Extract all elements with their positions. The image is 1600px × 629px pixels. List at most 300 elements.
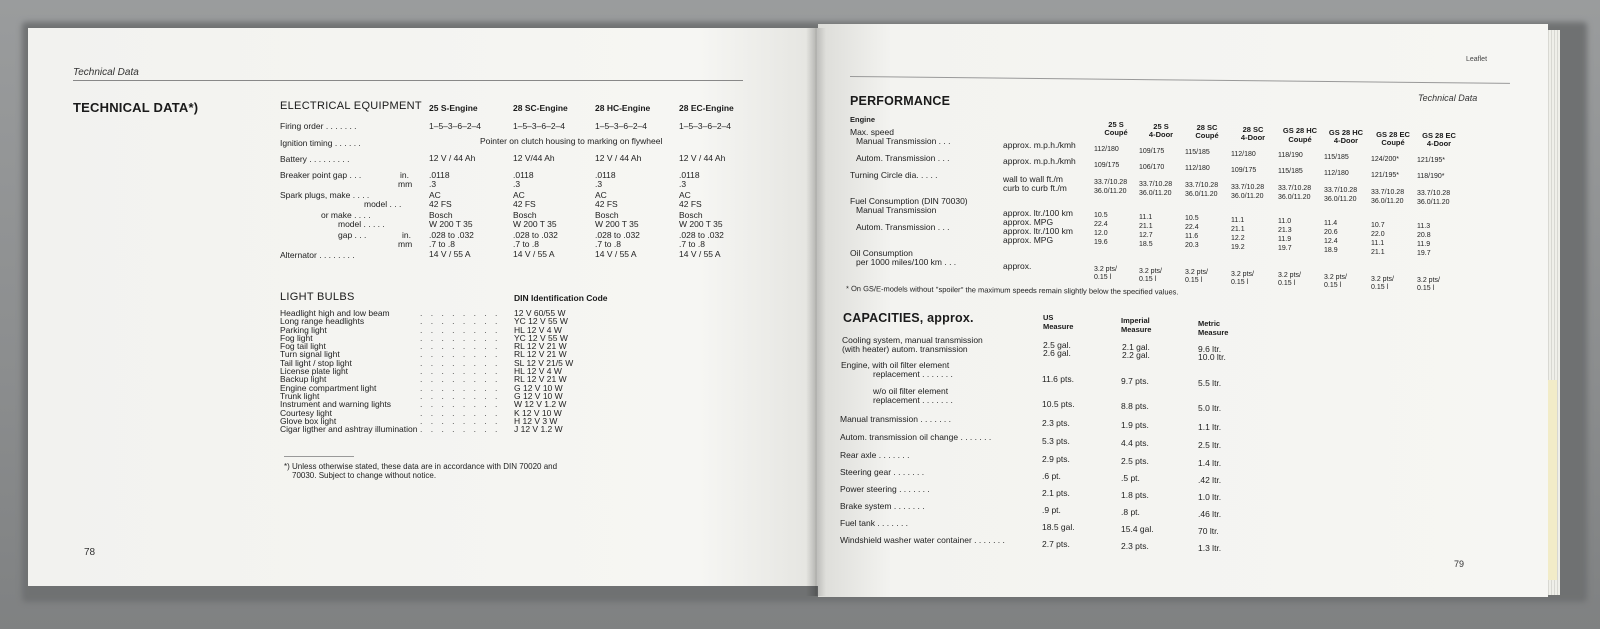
cooling-imp: 2.1 gal. (1122, 342, 1150, 352)
cooling-us: 2.5 gal. (1043, 340, 1071, 350)
capacity-us: 2.9 pts. (1042, 454, 1070, 464)
oil-consumption-value: 3.2 pts/ (1231, 270, 1254, 278)
fuel-manual-ltr-value: 11.3 (1417, 223, 1431, 231)
capacity-imp: 4.4 pts. (1121, 438, 1149, 448)
right-header-rule (850, 76, 1510, 84)
fuel-manual-ltr-value: 11.4 (1324, 220, 1338, 227)
bulb-label: Engine compartment light (280, 382, 377, 393)
leader-dots: . . . . . . . . (420, 349, 501, 360)
capacity-us: 5.3 pts. (1042, 436, 1070, 446)
fuel-autom-label: Autom. Transmission . . . (856, 222, 950, 232)
max-speed-manual-value: 112/180 (1094, 146, 1119, 153)
column-header-line: 4-Door (1333, 136, 1359, 146)
breaker-gap-in: .0118 (595, 170, 616, 180)
bulb-label: Backup light (280, 374, 327, 385)
performance-footnote: * On GS/E-models without ''spoiler'' the maximum speeds remain slightly below the specified values. (845, 284, 1179, 297)
capacity-label: Steering gear . . . . . . . (840, 467, 925, 477)
oil-consumption-value: 0.15 l (1139, 275, 1157, 283)
cooling-imp: 2.2 gal. (1122, 350, 1150, 360)
fuel-autom-ltr-value: 12.0 (1094, 230, 1108, 237)
capacity-met: 1.0 ltr. (1198, 492, 1222, 502)
gap-mm: .7 to .8 (679, 239, 705, 249)
or-make: Bosch (595, 210, 619, 220)
performance-column-header (1139, 123, 1183, 140)
engine-oil-imp: 9.7 pts. (1121, 376, 1149, 386)
turning-wall-value: 33.7/10.28 (1185, 182, 1219, 190)
capacity-label: Windshield washer water container . . . . . . . (840, 535, 1005, 545)
bulb-code: RL 12 V 21 W (514, 341, 567, 352)
light-bulbs-list (280, 309, 700, 433)
bulb-label: Cigar ligther and ashtray illumination (280, 424, 418, 435)
oil-consumption-value: 3.2 pts/ (1139, 267, 1162, 275)
footnote-rule (284, 456, 354, 457)
spark-make: AC (429, 190, 441, 200)
spark-make: AC (679, 190, 691, 200)
fuel-autom-mpg-value: 21.1 (1371, 248, 1385, 256)
corner-mark: Leaflet (1466, 56, 1488, 63)
leader-dots: . . . . . . . . (420, 390, 501, 401)
fuel-manual-ltr-value: 10.5 (1094, 212, 1108, 219)
engine-oil-wo-label: replacement . . . . . . . (873, 395, 953, 405)
ignition-timing-label: Ignition timing . . . . . . (280, 138, 361, 148)
bulb-label: Parking light (280, 324, 327, 335)
bulb-label: Fog tail light (280, 341, 326, 352)
gap-label: gap . . . (338, 230, 367, 240)
electrical-heading: ELECTRICAL EQUIPMENT (280, 100, 422, 112)
performance-heading: PERFORMANCE (850, 94, 951, 108)
capacity-label-text: Brake system (840, 501, 892, 511)
capacity-met: 70 ltr. (1198, 526, 1219, 536)
oil-consumption-value: 3.2 pts/ (1185, 269, 1208, 277)
spark-model: 42 FS (679, 199, 702, 209)
column-header: Measure (1198, 328, 1229, 337)
column-header-line: Coupé (1104, 128, 1128, 138)
fuel-manual-ltr-value: 11.1 (1139, 213, 1153, 221)
engine-oil-wo-us: 10.5 pts. (1042, 399, 1075, 409)
max-speed-autom-value: 115/185 (1278, 168, 1303, 176)
bulb-code: YC 12 V 55 W (514, 332, 568, 343)
battery-value: 12 V / 44 Ah (429, 153, 476, 163)
turning-curb-value: 36.0/11.20 (1324, 196, 1357, 203)
capacity-label: Brake system . . . . . . . (840, 501, 925, 511)
gap-in: .028 to .032 (513, 230, 558, 240)
bulb-label: Glove box light (280, 415, 337, 426)
capacity-met: 1.3 ltr. (1198, 543, 1222, 553)
leader-dots: . . . . . . . . (420, 399, 501, 410)
fuel-autom-mpg-value: 20.3 (1185, 242, 1199, 250)
column-header-line: Coupé (1195, 131, 1219, 141)
alternator-value: 14 V / 55 A (429, 249, 471, 259)
capacity-imp: 1.8 pts. (1121, 490, 1149, 500)
breaker-gap-in: .0118 (429, 170, 450, 180)
battery-value: 12 V / 44 Ah (595, 153, 642, 163)
capacity-met: 1.4 ltr. (1198, 458, 1222, 468)
fuel-manual-ltr-value: 10.5 (1185, 215, 1199, 223)
max-speed-autom-value: 109/175 (1231, 166, 1257, 174)
fuel-autom-mpg-value: 18.5 (1139, 240, 1153, 248)
bulb-code: RL 12 V 21 W (514, 349, 567, 360)
oil-consumption-label: Oil Consumption (850, 248, 913, 258)
bulb-code: K 12 V 10 W (514, 407, 562, 418)
left-page (28, 28, 818, 586)
oil-consumption-value: 0.15 l (1231, 278, 1249, 286)
bulb-code: H 12 V 3 W (514, 415, 558, 426)
column-header: Metric (1198, 319, 1221, 328)
fuel-manual-mpg-value: 22.0 (1371, 230, 1385, 238)
capacity-imp: .8 pt. (1121, 507, 1140, 517)
column-header-line: Coupé (1381, 137, 1405, 147)
leader-dots: . . . . . . . . (420, 382, 501, 393)
bulb-code: HL 12 V 4 W (514, 366, 562, 377)
capacity-imp: 2.5 pts. (1121, 456, 1149, 466)
firing-order-value: 1–5–3–6–2–4 (679, 121, 732, 131)
or-model: W 200 T 35 (679, 219, 723, 229)
bulb-code: SL 12 V 21/5 W (514, 357, 574, 368)
engine-oil-wo-imp: 8.8 pts. (1121, 401, 1149, 411)
column-header: 28 HC-Engine (595, 103, 651, 113)
max-speed-autom-value: 112/180 (1185, 165, 1210, 173)
fuel-autom-ltr-value: 11.1 (1371, 239, 1385, 247)
book-spine (806, 28, 826, 596)
capacity-imp: 1.9 pts. (1121, 420, 1149, 430)
capacity-label-text: Windshield washer water container (840, 535, 972, 545)
or-model: W 200 T 35 (595, 219, 639, 229)
turning-curb-value: 36.0/11.20 (1278, 194, 1311, 202)
turning-curb-value: 36.0/11.20 (1371, 197, 1404, 205)
fuel-manual-ltr-value: 11.0 (1278, 218, 1292, 226)
engine-oil-label: Engine, with oil filter element (841, 360, 950, 370)
capacity-label: Autom. transmission oil change . . . . . . . (840, 432, 992, 442)
unit-label: wall to wall ft./m (1003, 174, 1063, 184)
engine-oil-wo-label: w/o oil filter element (873, 386, 949, 396)
fuel-autom-ltr-value: 11.9 (1417, 241, 1431, 249)
bulb-label: Headlight high and low beam (280, 308, 390, 318)
fuel-manual-mpg-value: 21.3 (1278, 227, 1292, 235)
unit-label: in. (400, 170, 409, 180)
cooling-system-label: Cooling system, manual transmission (842, 335, 983, 345)
column-header-line: GS 28 HC (1328, 128, 1364, 137)
performance-column-header (1185, 124, 1229, 141)
fuel-manual-mpg-value: 21.1 (1231, 225, 1245, 233)
column-header: Imperial (1121, 316, 1150, 325)
bulb-label: Turn signal light (280, 349, 340, 360)
capacity-label-text: Autom. transmission oil change (840, 432, 959, 442)
leader-dots: . . . . . . . . (420, 341, 501, 352)
max-speed-manual-value: 118/190 (1278, 152, 1303, 160)
turning-wall-value: 33.7/10.28 (1278, 185, 1312, 193)
capacity-label-text: Power steering (840, 484, 897, 494)
cooling-system-label: (with heater) autom. transmission (842, 344, 968, 354)
firing-order-value: 1–5–3–6–2–4 (429, 121, 482, 131)
column-header: 28 EC-Engine (679, 103, 734, 113)
engine-oil-met: 5.5 ltr. (1198, 378, 1222, 388)
engine-oil-us: 11.6 pts. (1042, 374, 1074, 384)
spark-plugs-label: Spark plugs, make . . . . (280, 190, 370, 200)
column-header-line: 4-Door (1240, 133, 1266, 143)
capacity-met: 2.5 ltr. (1198, 440, 1222, 450)
breaker-gap-mm: .3 (595, 179, 603, 189)
column-header: 28 SC-Engine (513, 103, 568, 113)
capacity-label-text: Manual transmission (840, 414, 918, 424)
unit-label: approx. MPG (1003, 217, 1054, 227)
column-header: Measure (1043, 322, 1074, 331)
breaker-gap-in: .0118 (679, 170, 700, 180)
breaker-gap-label: Breaker point gap . . . (280, 170, 362, 180)
bulb-label: Tail light / stop light (280, 357, 352, 368)
bulb-label: Fog light (280, 332, 313, 343)
right-page-header: Technical Data (1418, 93, 1478, 103)
unit-label: approx. m.p.h./kmh (1003, 156, 1076, 166)
performance-column-header (1231, 126, 1275, 143)
light-bulbs-heading: LIGHT BULBS (280, 291, 355, 303)
oil-consumption-value: 0.15 l (1185, 277, 1203, 285)
unit-label: approx. ltr./100 km (1003, 226, 1073, 236)
or-make: Bosch (513, 210, 537, 220)
max-speed-manual-value: 109/175 (1139, 147, 1165, 155)
max-speed-manual-value: 112/180 (1231, 150, 1256, 158)
fuel-manual-mpg-value: 22.4 (1185, 224, 1199, 232)
column-header-line: GS 28 EC (1376, 129, 1410, 139)
fuel-manual-mpg-value: 21.1 (1139, 222, 1153, 230)
column-header: US (1043, 313, 1054, 322)
ignition-timing-value: Pointer on clutch housing to marking on flywheel (480, 136, 663, 146)
din-code-heading: DIN Identification Code (514, 293, 608, 303)
battery-value: 12 V / 44 Ah (679, 153, 726, 163)
column-header-line: Coupé (1288, 134, 1312, 144)
autom-transmission-label: Autom. Transmission . . . (856, 153, 950, 163)
firing-order-value: 1–5–3–6–2–4 (513, 121, 566, 131)
alternator-value: 14 V / 55 A (595, 249, 637, 259)
left-page-header: Technical Data (73, 67, 139, 78)
capacity-label: Fuel tank . . . . . . . (840, 518, 909, 528)
performance-column-header (1324, 129, 1368, 146)
battery-value: 12 V/44 Ah (513, 153, 555, 163)
firing-order-value: 1–5–3–6–2–4 (595, 121, 648, 131)
fuel-autom-ltr-value: 11.6 (1185, 233, 1199, 241)
column-header-line: 28 SC (1196, 123, 1218, 133)
battery-label: Battery . . . . . . . . . (280, 154, 350, 164)
fuel-manual-mpg-value: 20.8 (1417, 232, 1431, 240)
gap-in: .028 to .032 (595, 230, 640, 240)
gap-mm: .7 to .8 (429, 239, 455, 249)
capacity-us: 2.3 pts. (1042, 418, 1070, 428)
bulb-code: YC 12 V 55 W (514, 316, 568, 327)
gap-in: .028 to .032 (429, 230, 474, 240)
engine-oil-wo-met: 5.0 ltr. (1198, 403, 1222, 413)
footnote-line: 70030. Subject to change without notice. (292, 471, 437, 480)
oil-consumption-value: 0.15 l (1417, 285, 1435, 293)
max-speed-manual-value: 115/185 (1324, 154, 1349, 161)
engine-oil-label: replacement . . . . . . . (873, 369, 953, 379)
column-header-line: 25 S (1108, 120, 1124, 129)
or-make-label: or make . . . . (321, 210, 371, 220)
left-header-rule (73, 80, 743, 81)
leader-dots: . . . . . . . . (420, 316, 501, 327)
cooling-met: 9.6 ltr. (1198, 344, 1222, 354)
spark-make: AC (513, 190, 525, 200)
bulb-code: W 12 V 1.2 W (514, 399, 567, 410)
max-speed-manual-value: 115/185 (1185, 149, 1210, 157)
capacity-met: 1.1 ltr. (1198, 422, 1222, 432)
turning-curb-value: 36.0/11.20 (1094, 188, 1127, 195)
fuel-autom-mpg-value: 19.7 (1417, 250, 1431, 258)
capacity-met: .42 ltr. (1198, 475, 1222, 485)
capacity-label-text: Rear axle (840, 450, 877, 460)
max-speed-autom-value: 106/170 (1139, 163, 1165, 171)
gap-mm: .7 to .8 (513, 239, 539, 249)
capacity-us: .6 pt. (1042, 471, 1061, 481)
fuel-manual-ltr-value: 11.1 (1231, 216, 1245, 224)
fuel-autom-mpg-value: 19.6 (1094, 239, 1108, 246)
oil-consumption-value: 3.2 pts/ (1094, 266, 1117, 273)
capacity-label: Rear axle . . . . . . . (840, 450, 910, 460)
fuel-autom-ltr-value: 11.9 (1278, 236, 1292, 244)
leader-dots: . . . . . . . . (420, 357, 501, 368)
turning-wall-value: 33.7/10.28 (1371, 188, 1405, 196)
unit-label: approx. MPG (1003, 235, 1054, 245)
alternator-value: 14 V / 55 A (513, 249, 555, 259)
bulb-label: Instrument and warning lights (280, 399, 392, 410)
max-speed-manual-value: 124/200* (1371, 155, 1400, 163)
unit-label: mm (398, 239, 413, 249)
bulb-code: G 12 V 10 W (514, 382, 563, 393)
max-speed-autom-value: 112/180 (1324, 170, 1349, 177)
oil-consumption-value: 0.15 l (1371, 283, 1389, 291)
fuel-manual-ltr-value: 10.7 (1371, 221, 1385, 229)
breaker-gap-mm: .3 (429, 179, 437, 189)
capacity-us: 18.5 gal. (1042, 522, 1075, 532)
bulb-label: Trunk light (280, 390, 320, 401)
column-header-line: GS 28 EC (1422, 131, 1456, 141)
leader-dots: . . . . . . . . (420, 407, 501, 418)
fuel-manual-mpg-value: 22.4 (1094, 221, 1108, 228)
max-speed-autom-value: 121/195* (1371, 171, 1400, 179)
alternator-value: 14 V / 55 A (679, 249, 721, 259)
turning-wall-value: 33.7/10.28 (1094, 179, 1128, 186)
page-number-right: 79 (1454, 559, 1465, 569)
unit-label: approx. (1003, 261, 1032, 271)
column-header-line: 28 SC (1242, 124, 1264, 134)
or-make: Bosch (429, 210, 453, 220)
fuel-autom-ltr-value: 12.2 (1231, 234, 1245, 242)
performance-column-header (1278, 127, 1322, 144)
turning-circle-label: Turning Circle dia. . . . . (850, 170, 938, 180)
oil-consumption-value: 0.15 l (1324, 282, 1342, 289)
column-header: 25 S-Engine (429, 103, 478, 113)
unit-label: in. (402, 230, 411, 240)
max-speed-label: Max. speed (850, 127, 894, 137)
fuel-consumption-label: Fuel Consumption (DIN 70030) (850, 196, 968, 206)
unit-label: approx. ltr./100 km (1003, 208, 1073, 218)
or-model-label: model . . . . . (338, 219, 385, 229)
left-page-title: TECHNICAL DATA*) (73, 100, 199, 115)
max-speed-manual-value: 121/195* (1417, 157, 1446, 165)
bulb-label: License plate light (280, 366, 349, 377)
oil-consumption-value: 3.2 pts/ (1371, 275, 1394, 283)
spark-model-label: model . . . (364, 199, 402, 209)
leader-dots: . . . . . . . . (420, 415, 501, 426)
oil-consumption-value: 3.2 pts/ (1278, 272, 1301, 280)
breaker-gap-mm: .3 (513, 179, 521, 189)
firing-order-label: Firing order . . . . . . . (280, 121, 357, 131)
unit-label: approx. m.p.h./kmh (1003, 140, 1076, 150)
performance-column-header (1094, 121, 1138, 138)
capacity-us: .9 pt. (1042, 505, 1061, 515)
max-speed-autom-value: 109/175 (1094, 162, 1120, 169)
fuel-autom-ltr-value: 12.7 (1139, 231, 1153, 239)
oil-consumption-value: 3.2 pts/ (1417, 277, 1440, 285)
capacity-imp: 15.4 gal. (1121, 524, 1154, 534)
unit-label: mm (398, 179, 413, 189)
footnote-line: *) Unless otherwise stated, these data are in accordance with DIN 70020 and (284, 462, 558, 471)
manual-transmission-label: Manual Transmission . . . (856, 136, 951, 146)
performance-column-header (1417, 132, 1461, 149)
fuel-autom-mpg-value: 19.7 (1278, 245, 1292, 253)
oil-consumption-label: per 1000 miles/100 km . . . (856, 257, 957, 267)
capacity-label: Power steering . . . . . . . (840, 484, 930, 494)
column-header-line: 25 S (1153, 121, 1169, 131)
cooling-met: 10.0 ltr. (1198, 352, 1226, 362)
column-header-line: 4-Door (1148, 129, 1174, 139)
leader-dots: . . . . . . . . (420, 308, 501, 318)
capacity-label-text: Steering gear (840, 467, 892, 477)
capacity-label-text: Fuel tank (840, 518, 875, 528)
max-speed-autom-value: 118/190* (1417, 173, 1445, 181)
gap-mm: .7 to .8 (595, 239, 621, 249)
turning-curb-value: 36.0/11.20 (1417, 199, 1450, 207)
performance-column-header (1371, 131, 1415, 148)
leader-dots: . . . . . . . . (420, 332, 501, 343)
gap-in: .028 to .032 (679, 230, 724, 240)
or-model: W 200 T 35 (513, 219, 557, 229)
capacities-heading: CAPACITIES, approx. (843, 311, 974, 325)
engine-label: Engine (850, 115, 876, 124)
or-make: Bosch (679, 210, 703, 220)
leader-dots: . . . . . . . . (420, 324, 501, 335)
fuel-manual-label: Manual Transmission (856, 205, 937, 215)
leader-dots: . . . . . . . . (420, 374, 501, 385)
turning-wall-value: 33.7/10.28 (1231, 183, 1265, 191)
spark-make: AC (595, 190, 607, 200)
or-model: W 200 T 35 (429, 219, 473, 229)
turning-wall-value: 33.7/10.28 (1324, 187, 1358, 194)
turning-curb-value: 36.0/11.20 (1139, 189, 1172, 197)
oil-consumption-value: 0.15 l (1278, 280, 1296, 288)
turning-wall-value: 33.7/10.28 (1139, 180, 1173, 188)
bulb-code: 12 V 60/55 W (514, 308, 566, 318)
column-header: Measure (1121, 325, 1152, 334)
right-page (818, 24, 1548, 597)
bulb-label: Courtesy light (280, 407, 332, 418)
spark-model: 42 FS (429, 199, 452, 209)
spark-model: 42 FS (513, 199, 536, 209)
bulb-code: G 12 V 10 W (514, 390, 563, 401)
capacity-us: 2.1 pts. (1042, 488, 1070, 498)
breaker-gap-mm: .3 (679, 179, 687, 189)
capacity-label: Manual transmission . . . . . . . (840, 414, 952, 424)
capacity-met: .46 ltr. (1198, 509, 1222, 519)
page-number-left: 78 (84, 547, 96, 558)
breaker-gap-in: .0118 (513, 170, 534, 180)
alternator-label: Alternator . . . . . . . . (280, 250, 355, 260)
bulb-code: RL 12 V 21 W (514, 374, 567, 385)
bulb-code: HL 12 V 4 W (514, 324, 562, 335)
oil-consumption-value: 0.15 l (1094, 274, 1112, 281)
column-header-line: GS 28 HC (1282, 126, 1318, 136)
leader-dots: . . . . . . . . (420, 424, 501, 435)
turning-curb-value: 36.0/11.20 (1231, 192, 1264, 200)
bulb-label: Long range headlights (280, 316, 365, 327)
